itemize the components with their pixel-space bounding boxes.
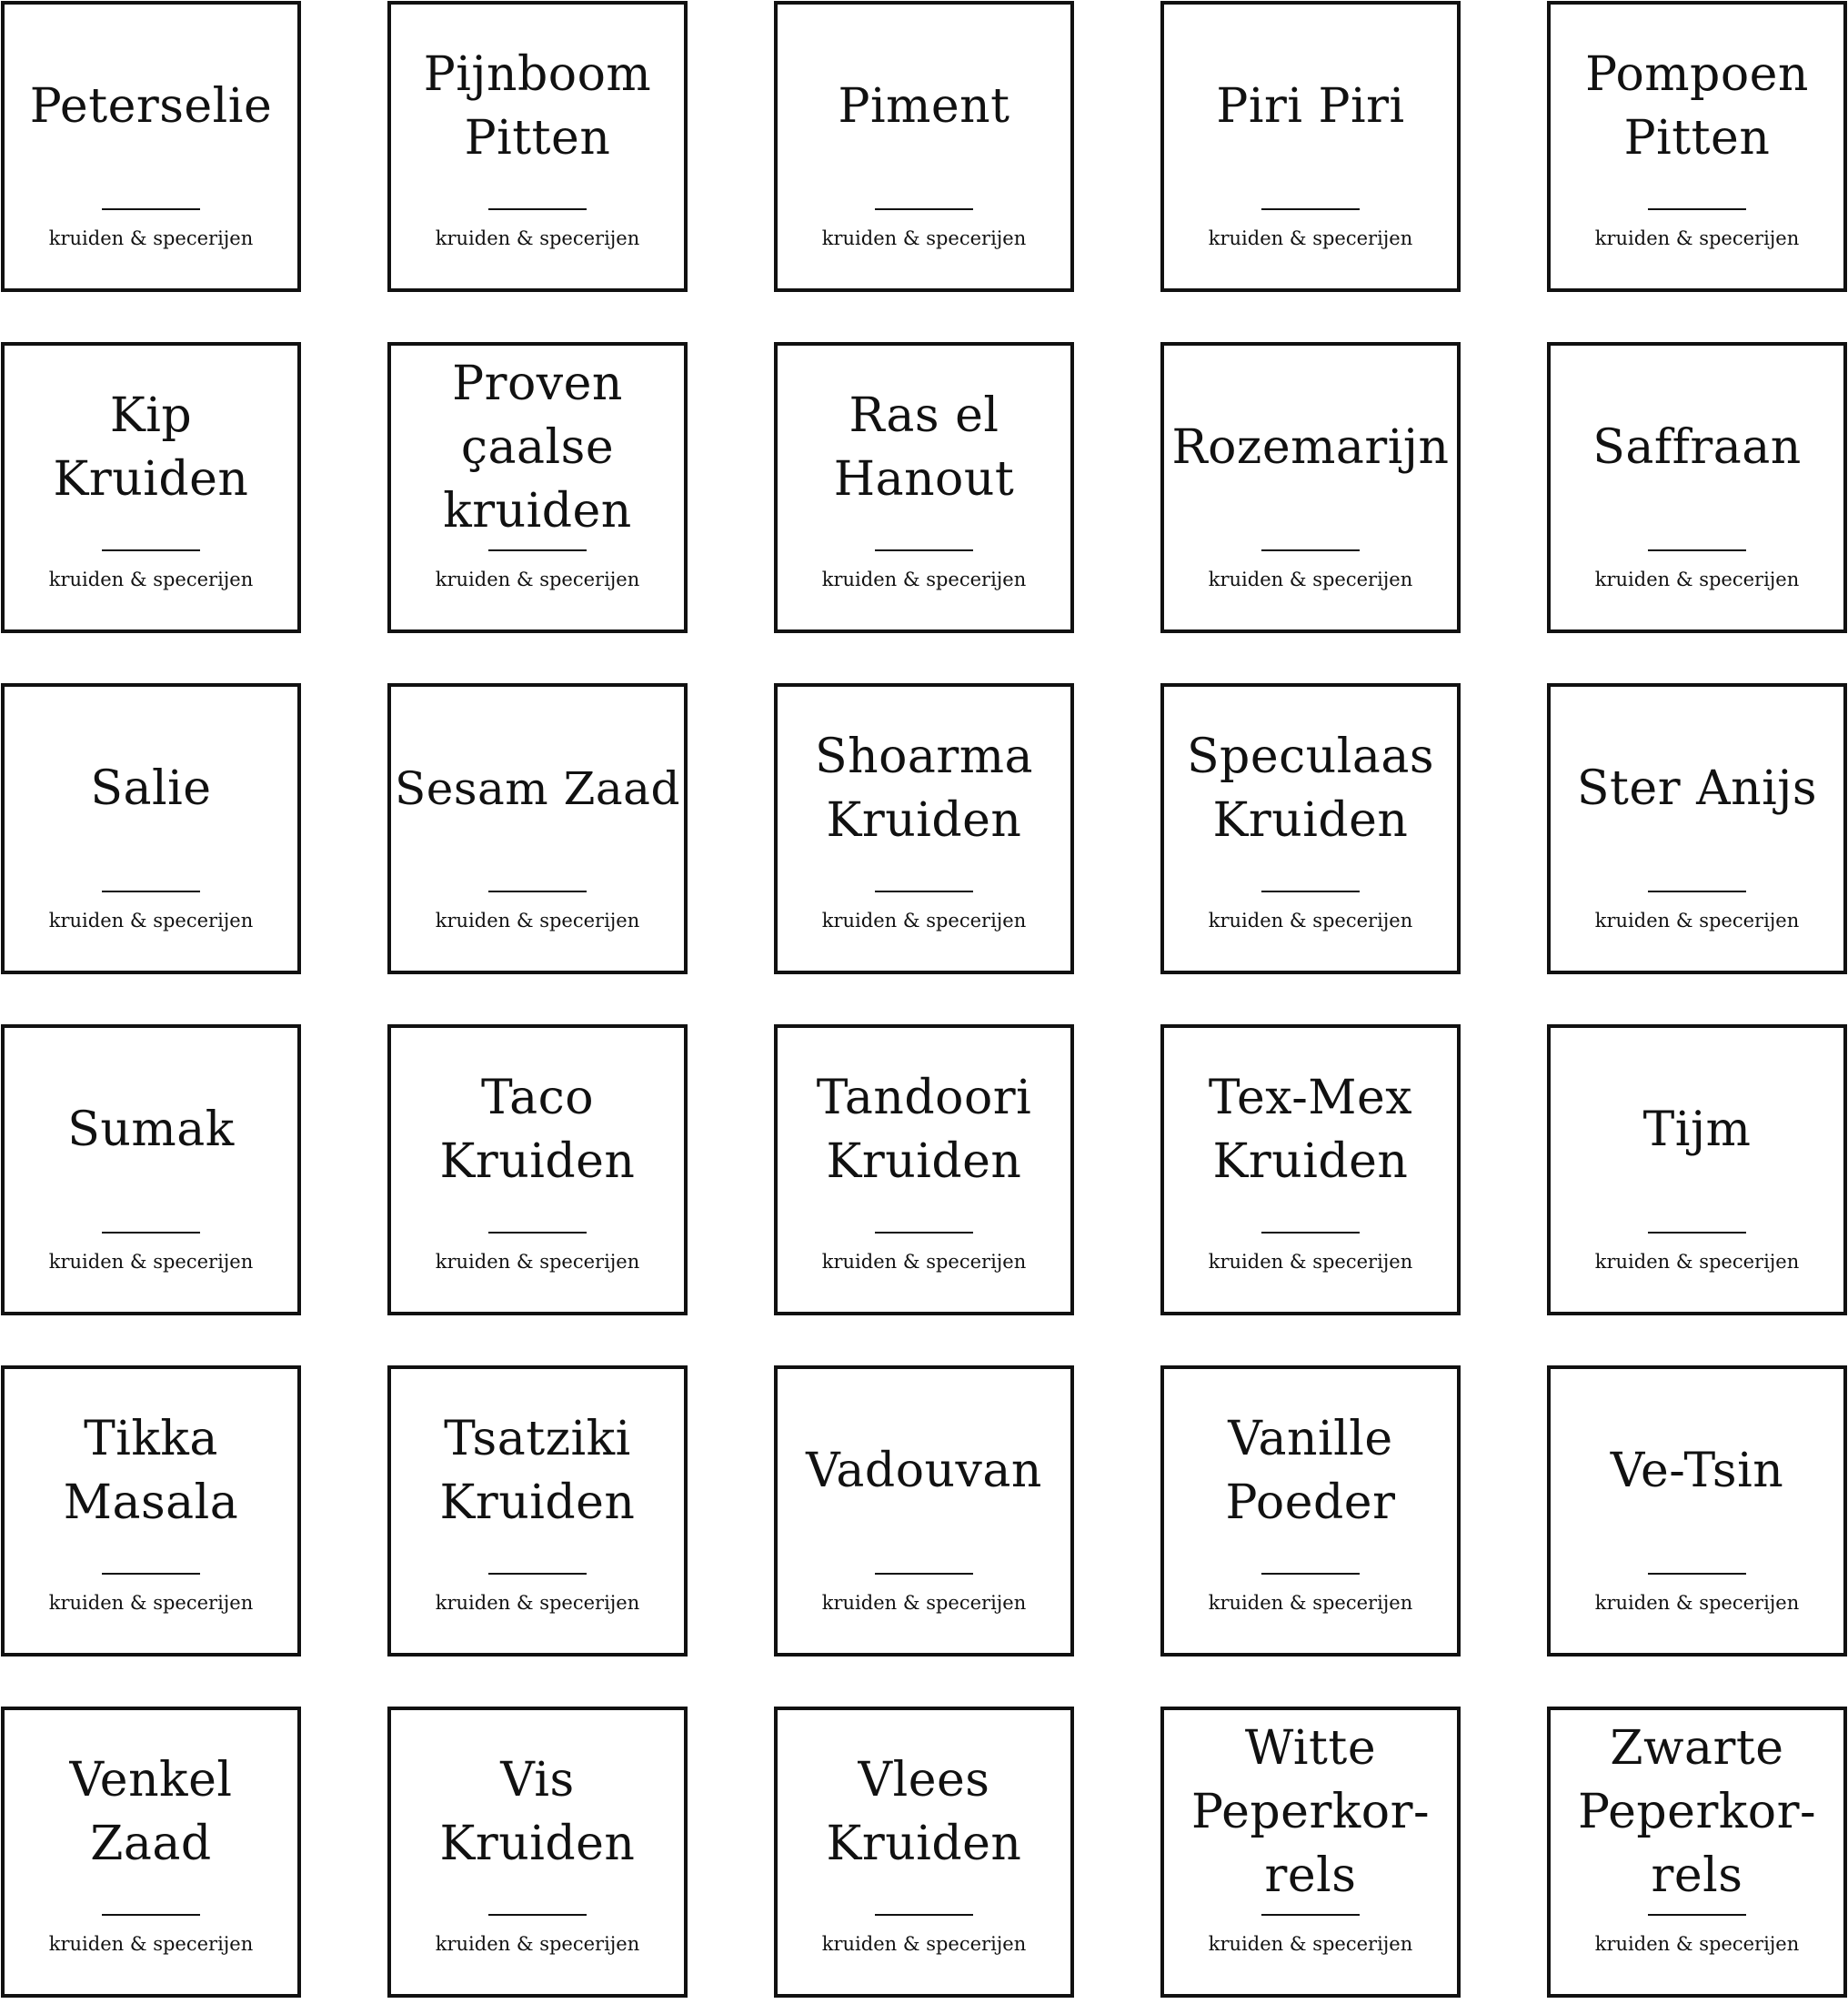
divider-line bbox=[488, 1573, 587, 1575]
spice-label bbox=[1547, 342, 1847, 633]
divider-line bbox=[102, 549, 200, 551]
spice-subtitle: kruiden & specerijen bbox=[1208, 1592, 1413, 1614]
spice-name: Rozemarijn bbox=[1171, 420, 1450, 475]
divider-line bbox=[1648, 1232, 1746, 1234]
divider-line bbox=[875, 1232, 973, 1234]
spice-subtitle: kruiden & specerijen bbox=[1208, 1933, 1413, 1955]
divider-line bbox=[488, 891, 587, 892]
spice-name-area bbox=[5, 692, 297, 885]
spice-label bbox=[1160, 1707, 1461, 1998]
spice-name: Piri Piri bbox=[1216, 79, 1405, 134]
spice-subtitle: kruiden & specerijen bbox=[821, 1933, 1027, 1955]
spice-name: Taco Kruiden bbox=[439, 1071, 636, 1189]
spice-name: Vadouvan bbox=[806, 1444, 1042, 1498]
spice-name-area bbox=[778, 1716, 1070, 1908]
spice-name-area bbox=[1164, 351, 1457, 544]
spice-label bbox=[1, 342, 301, 633]
spice-subtitle: kruiden & specerijen bbox=[48, 1933, 254, 1955]
spice-name-area bbox=[778, 351, 1070, 544]
spice-subtitle: kruiden & specerijen bbox=[1208, 227, 1413, 249]
spice-label bbox=[387, 1024, 688, 1315]
spice-name-area bbox=[1551, 692, 1843, 885]
spice-name-area bbox=[5, 1375, 297, 1567]
divider-line bbox=[875, 1573, 973, 1575]
spice-name: Tandoori Kruiden bbox=[816, 1071, 1032, 1189]
spice-name: Kip Kruiden bbox=[53, 388, 249, 507]
spice-name-area bbox=[391, 1716, 684, 1908]
divider-line bbox=[488, 549, 587, 551]
spice-subtitle: kruiden & specerijen bbox=[821, 569, 1027, 590]
spice-label bbox=[1, 1, 301, 292]
divider-line bbox=[1261, 549, 1360, 551]
spice-label bbox=[1160, 1365, 1461, 1657]
spice-label bbox=[1, 1024, 301, 1315]
spice-name: Vis Kruiden bbox=[439, 1753, 636, 1871]
spice-name: Tijm bbox=[1642, 1103, 1752, 1157]
spice-name: Tsatziki Kruiden bbox=[439, 1412, 636, 1530]
spice-label bbox=[774, 1707, 1074, 1998]
spice-name-area bbox=[391, 10, 684, 203]
divider-line bbox=[1648, 1573, 1746, 1575]
divider-line bbox=[1648, 891, 1746, 892]
spice-name-area bbox=[391, 692, 684, 885]
spice-name-area bbox=[1551, 1716, 1843, 1908]
spice-label bbox=[387, 342, 688, 633]
spice-subtitle: kruiden & specerijen bbox=[435, 227, 640, 249]
divider-line bbox=[488, 208, 587, 210]
divider-line bbox=[875, 208, 973, 210]
spice-name: Ras el Hanout bbox=[833, 388, 1015, 507]
spice-label bbox=[387, 1, 688, 292]
spice-subtitle: kruiden & specerijen bbox=[1594, 227, 1800, 249]
spice-subtitle: kruiden & specerijen bbox=[821, 1251, 1027, 1273]
spice-name: Ve-Tsin bbox=[1610, 1444, 1784, 1498]
spice-name-area bbox=[391, 351, 684, 544]
spice-name: Tikka Masala bbox=[63, 1412, 239, 1530]
spice-label bbox=[1547, 1024, 1847, 1315]
spice-name-area bbox=[1551, 1375, 1843, 1567]
spice-label bbox=[1160, 1024, 1461, 1315]
divider-line bbox=[1648, 549, 1746, 551]
spice-name-area bbox=[778, 10, 1070, 203]
divider-line bbox=[1261, 891, 1360, 892]
spice-name-area bbox=[391, 1033, 684, 1226]
spice-name: Pijnboom Pitten bbox=[423, 47, 652, 166]
divider-line bbox=[488, 1914, 587, 1916]
spice-name: Pompoen Pitten bbox=[1585, 47, 1809, 166]
spice-subtitle: kruiden & specerijen bbox=[435, 1592, 640, 1614]
spice-label bbox=[1, 1707, 301, 1998]
spice-subtitle: kruiden & specerijen bbox=[1208, 1251, 1413, 1273]
spice-label bbox=[1547, 1, 1847, 292]
spice-subtitle: kruiden & specerijen bbox=[1594, 1592, 1800, 1614]
spice-label bbox=[387, 683, 688, 974]
spice-name: Zwarte Peperkor- rels bbox=[1577, 1721, 1817, 1903]
divider-line bbox=[102, 891, 200, 892]
spice-name-area bbox=[1164, 1375, 1457, 1567]
spice-name-area bbox=[1164, 1716, 1457, 1908]
spice-name-area bbox=[5, 351, 297, 544]
divider-line bbox=[102, 1232, 200, 1234]
spice-subtitle: kruiden & specerijen bbox=[48, 1251, 254, 1273]
spice-name: Sumak bbox=[67, 1103, 235, 1157]
divider-line bbox=[488, 1232, 587, 1234]
spice-label bbox=[1160, 683, 1461, 974]
spice-subtitle: kruiden & specerijen bbox=[435, 569, 640, 590]
spice-name: Shoarma Kruiden bbox=[814, 730, 1034, 848]
spice-name: Peterselie bbox=[29, 79, 273, 134]
spice-name-area bbox=[778, 1033, 1070, 1226]
spice-name: Witte Peperkor- rels bbox=[1190, 1721, 1431, 1903]
divider-line bbox=[1648, 208, 1746, 210]
divider-line bbox=[102, 1914, 200, 1916]
spice-label bbox=[387, 1365, 688, 1657]
spice-name: Speculaas Kruiden bbox=[1186, 730, 1435, 848]
spice-subtitle: kruiden & specerijen bbox=[1594, 910, 1800, 931]
spice-subtitle: kruiden & specerijen bbox=[435, 1933, 640, 1955]
spice-subtitle: kruiden & specerijen bbox=[821, 910, 1027, 931]
spice-subtitle: kruiden & specerijen bbox=[1594, 1933, 1800, 1955]
spice-name: Vlees Kruiden bbox=[826, 1753, 1022, 1871]
spice-label bbox=[1547, 683, 1847, 974]
divider-line bbox=[1261, 1573, 1360, 1575]
spice-name-area bbox=[1164, 692, 1457, 885]
spice-name: Proven çaalse kruiden bbox=[443, 357, 632, 539]
spice-name-area bbox=[778, 692, 1070, 885]
spice-subtitle: kruiden & specerijen bbox=[1594, 1251, 1800, 1273]
spice-label bbox=[1160, 1, 1461, 292]
spice-subtitle: kruiden & specerijen bbox=[48, 910, 254, 931]
spice-subtitle: kruiden & specerijen bbox=[435, 1251, 640, 1273]
spice-label bbox=[774, 1365, 1074, 1657]
spice-name: Ster Anijs bbox=[1576, 761, 1818, 816]
spice-label bbox=[1, 1365, 301, 1657]
spice-label bbox=[1547, 1707, 1847, 1998]
divider-line bbox=[1261, 1914, 1360, 1916]
spice-name-area bbox=[1551, 10, 1843, 203]
divider-line bbox=[875, 891, 973, 892]
spice-name: Tex-Mex Kruiden bbox=[1208, 1071, 1413, 1189]
spice-name: Salie bbox=[90, 761, 212, 816]
spice-label bbox=[1160, 342, 1461, 633]
spice-name-area bbox=[391, 1375, 684, 1567]
spice-subtitle: kruiden & specerijen bbox=[48, 227, 254, 249]
spice-label bbox=[1, 683, 301, 974]
spice-label bbox=[774, 683, 1074, 974]
spice-subtitle: kruiden & specerijen bbox=[821, 227, 1027, 249]
spice-subtitle: kruiden & specerijen bbox=[48, 569, 254, 590]
divider-line bbox=[875, 1914, 973, 1916]
spice-name-area bbox=[5, 1033, 297, 1226]
spice-name-area bbox=[778, 1375, 1070, 1567]
spice-label bbox=[774, 1024, 1074, 1315]
spice-subtitle: kruiden & specerijen bbox=[435, 910, 640, 931]
spice-name-area bbox=[5, 1716, 297, 1908]
spice-label bbox=[387, 1707, 688, 1998]
spice-name-area bbox=[1164, 10, 1457, 203]
spice-label bbox=[1547, 1365, 1847, 1657]
divider-line bbox=[1261, 208, 1360, 210]
spice-name-area bbox=[1551, 1033, 1843, 1226]
spice-name: Venkel Zaad bbox=[69, 1753, 233, 1871]
spice-name: Vanille Poeder bbox=[1225, 1412, 1396, 1530]
spice-name-area bbox=[5, 10, 297, 203]
spice-label bbox=[774, 342, 1074, 633]
divider-line bbox=[102, 208, 200, 210]
divider-line bbox=[1648, 1914, 1746, 1916]
divider-line bbox=[1261, 1232, 1360, 1234]
divider-line bbox=[875, 549, 973, 551]
spice-name: Piment bbox=[838, 79, 1010, 134]
spice-name: Sesam Zaad bbox=[395, 762, 680, 815]
spice-subtitle: kruiden & specerijen bbox=[1208, 569, 1413, 590]
spice-label bbox=[774, 1, 1074, 292]
spice-subtitle: kruiden & specerijen bbox=[1594, 569, 1800, 590]
spice-subtitle: kruiden & specerijen bbox=[1208, 910, 1413, 931]
spice-name-area bbox=[1551, 351, 1843, 544]
divider-line bbox=[102, 1573, 200, 1575]
spice-name-area bbox=[1164, 1033, 1457, 1226]
spice-subtitle: kruiden & specerijen bbox=[821, 1592, 1027, 1614]
spice-name: Saffraan bbox=[1592, 420, 1802, 475]
spice-subtitle: kruiden & specerijen bbox=[48, 1592, 254, 1614]
